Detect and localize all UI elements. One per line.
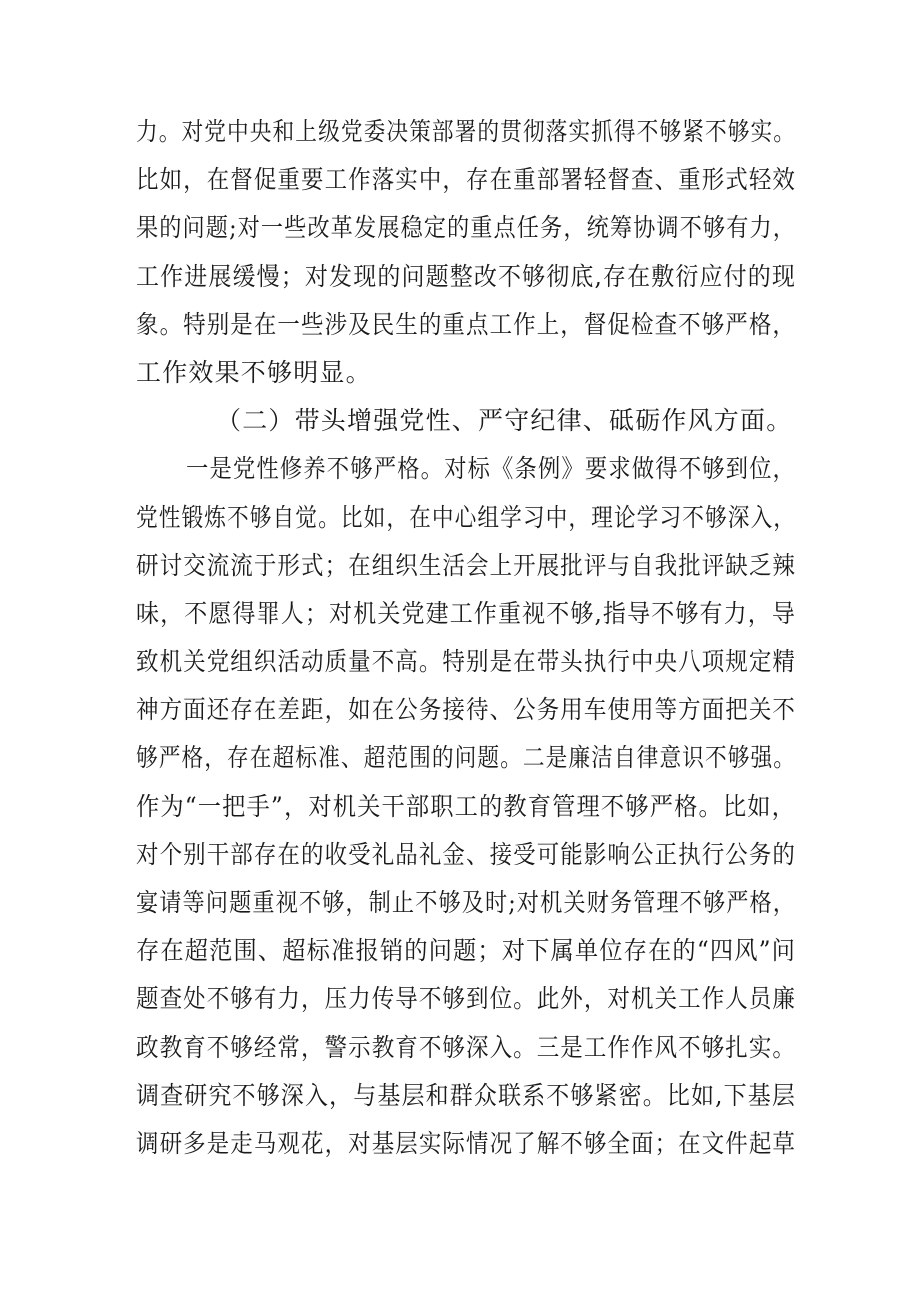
text-line: 力。对党中央和上级党委决策部署的贯彻落实抓得不够紧不够实。 [136,117,796,146]
text-line: 政教育不够经常，警示教育不够深入。三是工作作风不够扎实。 [136,1032,796,1062]
body-text [136,108,796,1168]
text-line: 调查研究不够深入，与基层和群众联系不够紧密。比如,下基层 [136,1080,796,1110]
text-line: 味，不愿得罪人；对机关党建工作重视不够,指导不够有力，导 [136,598,796,628]
text-line: 象。特别是在一些涉及民生的重点工作上，督促检查不够严格， [136,309,796,339]
text-line: 比如，在督促重要工作落实中，存在重部署轻督查、重形式轻效 [136,165,796,195]
section-heading: （二）带头增强党性、严守纪律、砥砺作风方面。 [216,406,793,436]
text-line: 对个别干部存在的收受礼品礼金、接受可能影响公正执行公务的 [136,839,796,869]
text-line: 调研多是走马观花，对基层实际情况了解不够全面；在文件起草 [136,1128,796,1158]
text-line: 研讨交流流于形式；在组织生活会上开展批评与自我批评缺乏辣 [136,550,796,580]
text-line: 工作进展缓慢；对发现的问题整改不够彻底,存在敷衍应付的现 [136,261,796,291]
text-line: 果的问题;对一些改革发展稳定的重点任务，统筹协调不够有力， [136,213,796,243]
text-line: 存在超范围、超标准报销的问题；对下属单位存在的“四风”问 [136,936,796,966]
paragraph-first-line: 一是党性修养不够严格。对标《条例》要求做得不够到位， [186,454,796,484]
text-line: 党性锻炼不够自觉。比如，在中心组学习中，理论学习不够深入， [136,502,796,532]
text-line: 致机关党组织活动质量不高。特别是在带头执行中央八项规定精 [136,647,796,677]
text-line: 工作效果不够明显。 [136,357,372,387]
text-line: 够严格，存在超标准、超范围的问题。二是廉洁自律意识不够强。 [136,743,796,773]
text-line: 宴请等问题重视不够，制止不够及时;对机关财务管理不够严格， [136,888,796,917]
text-line: 作为“一把手”，对机关干部职工的教育管理不够严格。比如， [136,791,796,821]
text-line: 题查处不够有力，压力传导不够到位。此外，对机关工作人员廉 [136,984,796,1014]
text-line: 神方面还存在差距，如在公务接待、公务用车使用等方面把关不 [136,695,796,725]
